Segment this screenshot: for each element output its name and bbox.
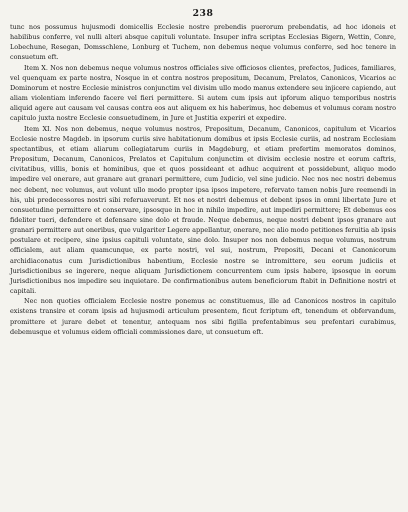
paragraph-item-xi: Item XI. Nos non debemus, neque volumus nostros, Prepositum, Decanum, Canonicos, capitulum et Vicarios Ecclesie nostre Magdeb. in ipsorum curiis sive habitationum domibus et ipsis Ecclesie curiis, ad nostram Ecclesiam spectantibus, et etiam aliarum collegiatarum curiis in Magdeburg, et etiam prefertim memoratos dominos, Prepositum, Decanum, Canonicos, Prelatos et Capitulum conjunctim et divisim ecclesie nostre et eorum caftris, civitatibus, villis, bonis et hominibus, que et quos possideant et adhuc acquirent et possidebunt, aliquo modo impedire vel onerare, aut granare aut granari permittere, cum Judicio, vel sine judicio. Nec nos nec nostri debemus nec debent, nec volumus, aut volunt ullo modo propter ipsa ipsos impetere, refervato tamen nobis Jure reemendi in his, ubi predecessores nostri sibi referuaverunt. Et nos et nostri debemus et debent ipsos in omni libertate Jure et consuetudine permittere et conservare, ipsosque in hoc in nihilo impedire, aut impediri permittere; Et debemus eos fideliter tueri, defendere et defensare sine dolo et fraude. Neque debemus, neque nostri debent ipsos granare aut granari permittere aut oneribus, que vulgariter Legere appellantur, onerare, nec alio modo petitiones feruitia ab ipsis postulare et recipere, sine ipsius capituli voluntate, sine dolo. Insuper nos non debemus neque volumus, nostrum officialem, aut aliam quamcunque, ex parte nostri, vel sui, nostrum, Prepositi, Decani et Canonicorum archidiaconatus cum Jurisdictionibus habentium, Ecclesie nostre se intromittere, seu eorum judiciis et Jurisdictionibus se ingerere, neque aliquam Jurisdictionem concurrentem cum ipsis habere, ipsosque in eorum Jurisdictionibus nos impedire seu inquietare. De confirmationibus autem beneficiorum ftabit in Definitione nostri et capitali. [10, 124, 396, 296]
page-number: 238 [192, 8, 214, 19]
paragraph-1: tunc nos possumus hujusmodi domicellis Ecclesie nostre prebendis puerorum prebendatis, ad hoc idoneis et habilibus conferre, vel nulli alteri absque capituli voluntate. Insuper infra scriptas Ecclesias Bigern, Wettin, Conre, Lobechune, Resegan, Domsschlene, Lonburg et Tuchem, non debemus neque volumus conferre, sed hoc tenere in consuetum eft. [10, 23, 396, 62]
paragraph-item-x: Item X. Nos non debemus neque volumus nostros officiales sive officiosos clientes, prefectos, Judices, familiares, vel quenquam ex parte nostra, Nosque in et contra nostros prepositum, Decanum, Prelatos, Canonicos, Vicarios ac Dominorum et nostre Ecclesie ministros conjunctim vel divisim ullo modo manus extendere seu injicere capiendo, aut aliam violentiam inferendo facere vel fieri permittere. Si autem cum ipsis aut ipforum aliquo temporibus nostris aliquid agere aut causam vel causas contra eos aut aliquem ex his haberimus, hoc debemus et volumus coram nostro capitulo juxta nostre Ecclesie consuetudinem, in Jure et Justitia experiri et expedire. [10, 63, 396, 123]
paragraph-officials: Nec non quoties officialem Ecclesie nostre ponemus ac constituemus, ille ad Canonicos nostros in capitulo existens transire et coram ipsis ad hujusmodi articulum presentem, ficut fcriptum eft, tenendum et obfervandum, promittere et jurare debet et tenentur, antequam nos sibi figilla prefentabimus seu prefentari curabimus, debemusque et volumus eidem officiali commissiones dare, ut consuetum eft. [10, 297, 396, 336]
document-body [10, 22, 396, 337]
